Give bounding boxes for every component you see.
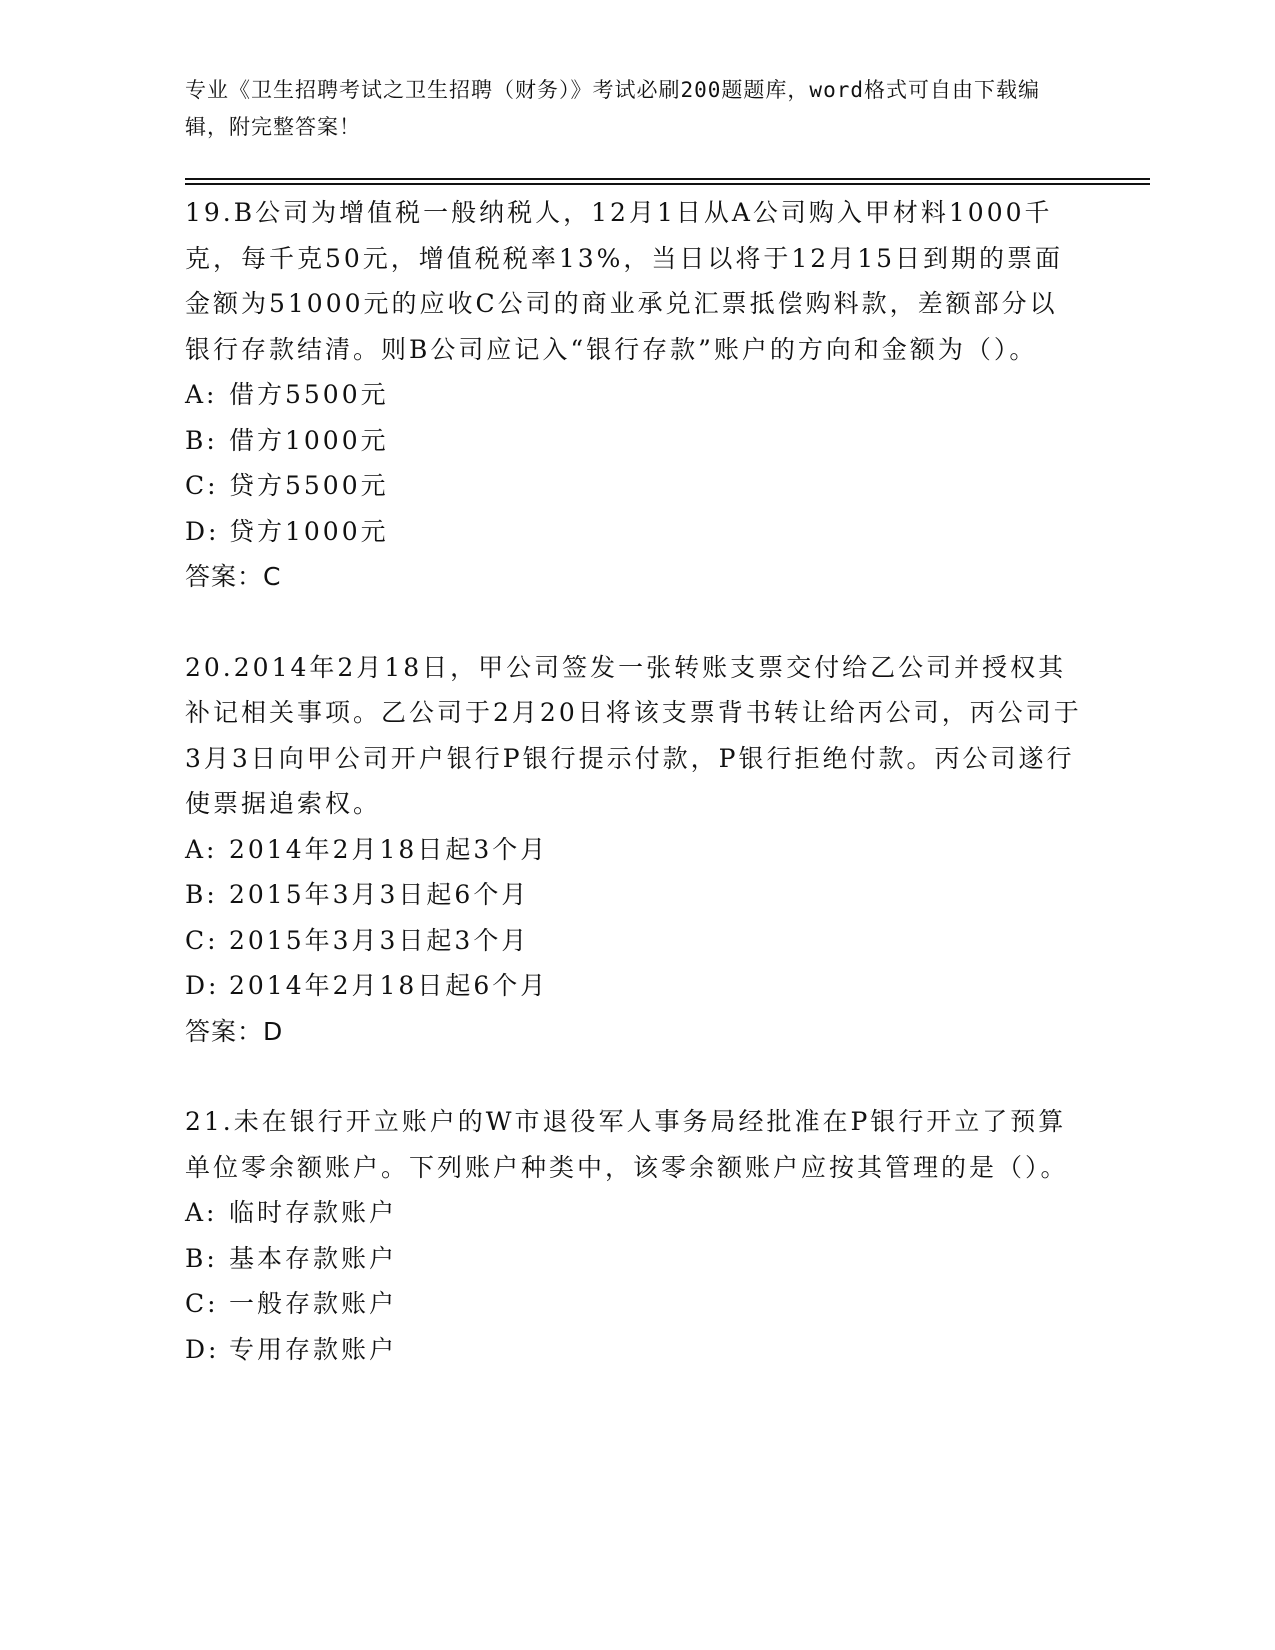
option-letter: A: xyxy=(185,380,218,409)
question-21 xyxy=(185,1099,1085,1372)
option-text: 借方1000元 xyxy=(229,425,389,455)
header-divider-bottom xyxy=(185,183,1150,185)
option-text: 2014年2月18日起6个月 xyxy=(229,971,549,1000)
option-text: 一般存款账户 xyxy=(229,1289,398,1318)
question-stem: 21.未在银行开立账户的W市退役军人事务局经批准在P银行开立了预算单位零余额账户。下列账户种类中，该零余额账户应按其管理的是（）。 xyxy=(185,1107,1069,1182)
question-stem: 19.B公司为增值税一般纳税人，12月1日从A公司购入甲材料1000千克，每千克50元，增值税税率13%，当日以将于12月15日到期的票面金额为51000元的应收C公司的商业承兑汇票抵偿购料款，差额部分以银行存款结清。则B公司应记入“银行存款”账户的方向和金额为（）。 xyxy=(185,198,1064,364)
option-text: 基本存款账户 xyxy=(229,1243,398,1273)
option-a xyxy=(185,372,1085,418)
option-b xyxy=(185,872,1085,918)
question-20 xyxy=(185,645,1085,1055)
document-header: 专业《卫生招聘考试之卫生招聘（财务）》考试必刷200题题库，word格式可自由下载编辑，附完整答案！ xyxy=(185,78,1040,139)
option-b xyxy=(185,1236,1085,1282)
option-text: 专用存款账户 xyxy=(229,1334,398,1364)
option-text: 贷方5500元 xyxy=(229,471,389,500)
option-c xyxy=(185,1281,1085,1327)
option-text: 2014年2月18日起3个月 xyxy=(229,834,549,864)
option-letter: C: xyxy=(185,925,219,955)
header-divider-top xyxy=(185,178,1150,180)
option-a xyxy=(185,1190,1085,1236)
question-list xyxy=(185,190,1085,1417)
option-letter: B: xyxy=(185,425,218,455)
option-text: 贷方1000元 xyxy=(229,516,389,546)
option-d xyxy=(185,1327,1085,1373)
option-a xyxy=(185,827,1085,873)
option-text: 临时存款账户 xyxy=(229,1198,398,1227)
answer-line: 答案：D xyxy=(185,1016,284,1046)
option-d xyxy=(185,963,1085,1009)
answer-line: 答案：C xyxy=(185,562,282,591)
option-letter: B: xyxy=(185,1243,218,1273)
option-text: 2015年3月3日起6个月 xyxy=(229,880,530,909)
option-letter: B: xyxy=(185,880,218,909)
option-text: 借方5500元 xyxy=(229,380,389,409)
question-19 xyxy=(185,190,1085,600)
option-text: 2015年3月3日起3个月 xyxy=(229,925,530,955)
question-stem: 20.2014年2月18日，甲公司签发一张转账支票交付给乙公司并授权其补记相关事项。乙公司于2月20日将该支票背书转让给丙公司，丙公司于3月3日向甲公司开户银行P银行提示付款，P银行拒绝付款。丙公司遂行使票据追索权。 xyxy=(185,652,1082,818)
option-letter: D: xyxy=(185,1334,220,1364)
option-letter: D: xyxy=(185,971,220,1000)
option-d xyxy=(185,509,1085,555)
option-c xyxy=(185,463,1085,509)
option-letter: D: xyxy=(185,516,220,546)
option-letter: A: xyxy=(185,834,218,864)
option-c xyxy=(185,918,1085,964)
option-letter: C: xyxy=(185,471,219,500)
option-b xyxy=(185,418,1085,464)
option-letter: A: xyxy=(185,1198,218,1227)
option-letter: C: xyxy=(185,1289,219,1318)
